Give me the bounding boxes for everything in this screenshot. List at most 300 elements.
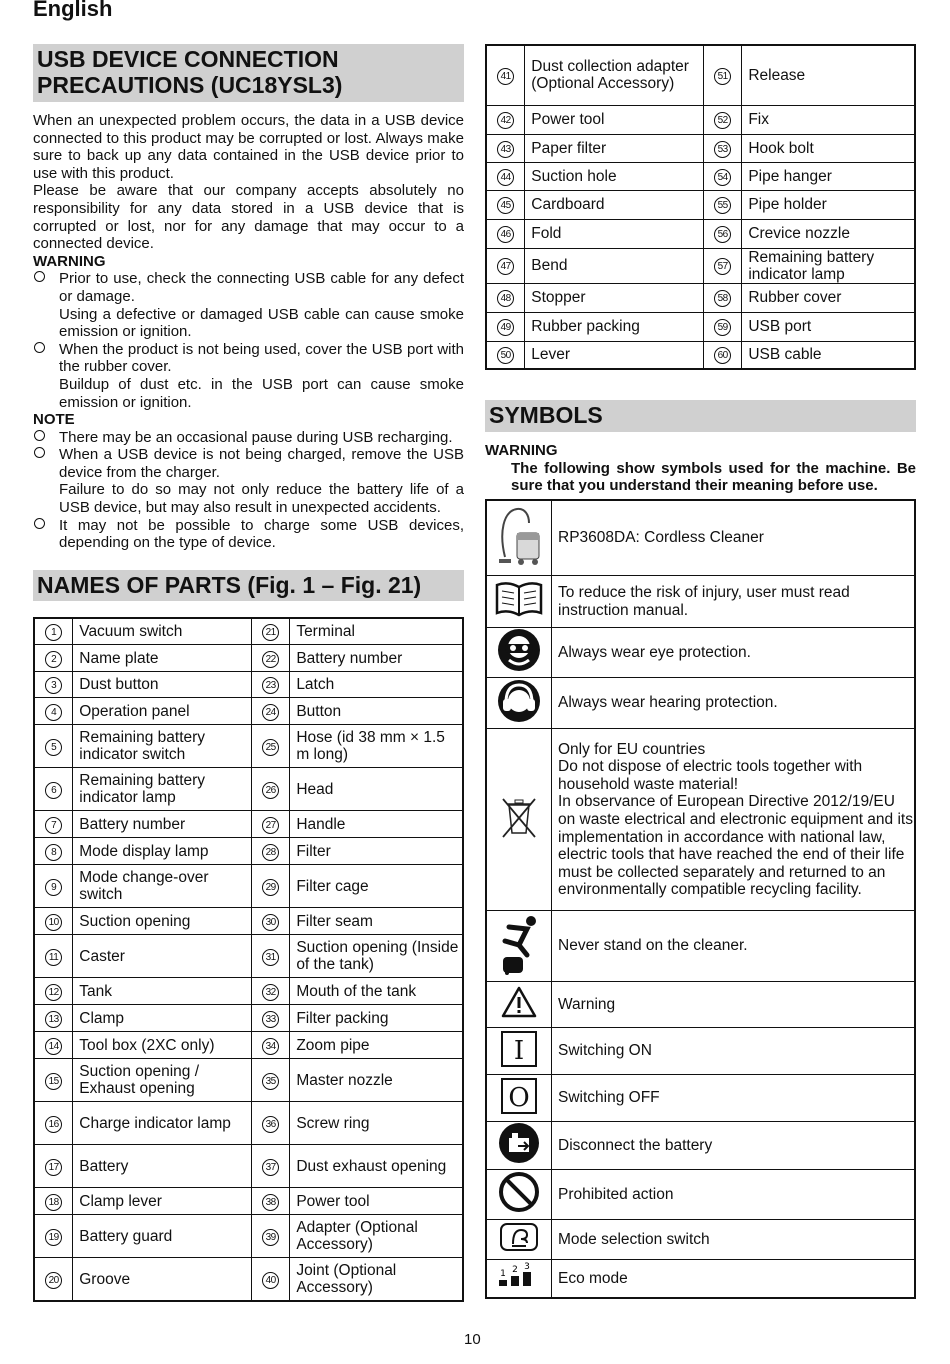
part-number [34,1102,73,1145]
part-name: Charge indicator lamp [73,1102,252,1145]
part-number-badge: 53 [714,141,731,158]
symbol-description-line: Prohibited action [558,1185,674,1203]
part-name: Hook bolt [742,134,915,162]
part-number [252,1215,290,1258]
symbol-row [486,1220,915,1260]
symbol-row [486,678,915,729]
part-number [704,162,742,190]
symbol-description-line: RP3608DA: Cordless Cleaner [558,529,764,547]
symbol-description [552,500,916,576]
part-number [486,134,525,162]
part-number [34,1059,73,1102]
part-number [34,1145,73,1188]
eco-mode-icon [486,1260,552,1298]
symbols-table [485,499,916,1299]
part-number-badge: 14 [45,1038,62,1055]
part-number [704,45,742,105]
part-name: Cardboard [525,190,704,219]
part-number-badge: 22 [262,651,279,668]
part-name: Joint (Optional Accessory) [290,1258,463,1301]
part-number-badge: 20 [45,1272,62,1289]
symbol-description-line: Do not dispose of electric tools together with household waste material! [558,758,863,793]
part-number-badge: 57 [714,258,731,275]
part-number [252,978,290,1005]
symbol-description-line: Never stand on the cleaner. [558,937,748,955]
part-name: Clamp [73,1005,252,1032]
bullet-sub-text: Using a defective or damaged USB cable can cause smoke emission or ignition. [59,305,464,341]
part-number [704,341,742,369]
part-number [704,105,742,134]
page-number: 10 [464,1331,481,1348]
part-number-badge: 1 [45,624,62,641]
part-name: Battery number [73,811,252,838]
part-name: Mouth of the tank [290,978,463,1005]
part-name: Latch [290,672,463,698]
part-number [34,978,73,1005]
part-name: Fold [525,219,704,248]
symbol-description-line: Switching OFF [558,1089,660,1107]
part-name: Tool box (2XC only) [73,1032,252,1059]
part-number-badge: 49 [497,319,514,336]
symbol-description-line: Eco mode [558,1269,628,1287]
part-number-badge: 50 [497,347,514,364]
mode-selection-icon [486,1220,552,1260]
part-name: Release [742,45,915,105]
symbol-description-line: In observance of European Directive 2012/19/EU on waste electrical and electronic equipment and its implementation in accordance with national law, electric tools that have reached the end of their life must be collected separately and returned to an environmentally compatible recycling facility. [558,793,913,899]
symbol-description-line: Disconnect the battery [558,1136,713,1154]
part-number-badge: 29 [262,879,279,896]
usb-intro [33,112,464,253]
part-name: Fix [742,105,915,134]
part-name: USB cable [742,341,915,369]
part-number-badge: 10 [45,914,62,931]
usb-warning-label: WARNING [33,252,106,270]
part-name: Stopper [525,283,704,312]
symbol-description-line: Mode selection switch [558,1230,710,1248]
part-name: Paper filter [525,134,704,162]
manual-book-icon [486,576,552,628]
part-name: Operation panel [73,698,252,725]
part-number-badge: 7 [45,817,62,834]
parts-row [486,105,915,134]
part-name: Rubber packing [525,312,704,341]
bullet-item [33,270,464,340]
symbol-description [552,628,916,678]
parts-row [486,312,915,341]
switch-on-icon [486,1028,552,1075]
part-number-badge: 52 [714,112,731,129]
part-name: Battery number [290,645,463,672]
part-number [252,838,290,865]
vacuum-cleaner-icon [486,500,552,576]
parts-row [486,248,915,283]
bullet-item [33,341,464,411]
part-number [252,1032,290,1059]
bullet-main-text: When a USB device is not being charged, remove the USB device from the charger. [59,446,464,481]
symbol-description [552,678,916,729]
part-name: Vacuum switch [73,618,252,645]
part-name: Rubber cover [742,283,915,312]
symbol-row [486,729,915,911]
parts-section-title: NAMES OF PARTS (Fig. 1 – Fig. 21) [33,570,464,601]
part-number [34,1188,73,1215]
part-number [486,162,525,190]
part-number [34,725,73,768]
part-number-badge: 60 [714,347,731,364]
symbols-warning-label: WARNING [485,442,558,459]
part-number [34,908,73,935]
parts-row [34,768,463,811]
part-number [252,618,290,645]
right-column [485,44,916,1299]
parts-row [34,1005,463,1032]
part-number-badge: 36 [262,1116,279,1133]
bullet-text [59,270,464,340]
no-standing-icon [486,911,552,982]
parts-row [34,978,463,1005]
part-name: Remaining battery indicator lamp [742,248,915,283]
part-number-badge: 54 [714,169,731,186]
part-number [34,1032,73,1059]
part-name: Filter seam [290,908,463,935]
part-number [34,645,73,672]
parts-row [34,1102,463,1145]
part-number-badge: 4 [45,704,62,721]
part-name: Hose (id 38 mm × 1.5 m long) [290,725,463,768]
part-number-badge: 47 [497,258,514,275]
part-number [486,45,525,105]
part-number-badge: 39 [262,1229,279,1246]
symbol-description [552,1122,916,1170]
parts-row [34,725,463,768]
part-number-badge: 9 [45,879,62,896]
part-number [252,811,290,838]
part-number-badge: 55 [714,197,731,214]
parts-row [34,1145,463,1188]
hearing-protection-icon [486,678,552,729]
part-number-badge: 12 [45,984,62,1001]
symbol-description [552,1220,916,1260]
part-number-badge: 45 [497,197,514,214]
symbol-row [486,1260,915,1298]
part-number-badge: 11 [45,949,62,966]
symbol-row [486,1122,915,1170]
symbol-row [486,500,915,576]
part-number-badge: 3 [45,677,62,694]
part-name: Screw ring [290,1102,463,1145]
part-name: Dust exhaust opening [290,1145,463,1188]
part-number [34,1258,73,1301]
parts-row [34,1258,463,1301]
bullet-main-text: When the product is not being used, cover the USB port with the rubber cover. [59,340,464,376]
part-number-badge: 28 [262,844,279,861]
part-name: Filter packing [290,1005,463,1032]
parts-row [486,341,915,369]
symbol-row [486,628,915,678]
part-name: Head [290,768,463,811]
parts-row [486,162,915,190]
part-number [34,1215,73,1258]
part-name: Crevice nozzle [742,219,915,248]
parts-row [34,645,463,672]
bullet-text [59,517,464,552]
part-number [34,618,73,645]
parts-row [34,618,463,645]
symbol-description [552,729,916,911]
part-number [486,283,525,312]
bullet-text [59,341,464,411]
symbol-row [486,1075,915,1122]
svg-text:I: I [513,1035,525,1066]
symbol-description-line: Only for EU countries [558,740,706,758]
part-number-badge: 6 [45,782,62,799]
parts-row [34,1215,463,1258]
part-number [486,105,525,134]
part-name: Battery [73,1145,252,1188]
parts-row [486,219,915,248]
parts-row [34,1059,463,1102]
warning-triangle-icon [486,982,552,1028]
parts-row [34,865,463,908]
symbols-section-title: SYMBOLS [485,400,916,432]
disconnect-battery-icon [486,1122,552,1170]
part-number [704,219,742,248]
parts-table-left [33,617,464,1302]
part-name: Suction opening (Inside of the tank) [290,935,463,978]
symbol-description [552,576,916,628]
part-name: Battery guard [73,1215,252,1258]
parts-row [34,1032,463,1059]
part-name: Button [290,698,463,725]
parts-row [34,1188,463,1215]
part-number-badge: 30 [262,914,279,931]
symbol-description [552,1075,916,1122]
part-number-badge: 37 [262,1159,279,1176]
symbol-description [552,1170,916,1220]
part-number-badge: 35 [262,1073,279,1090]
part-number-badge: 46 [497,226,514,243]
part-name: Power tool [525,105,704,134]
part-number [486,341,525,369]
bullet-sub-text: Failure to do so may not only reduce the battery life of a USB device, but may also result in unexpected accidents. [59,481,464,517]
symbol-description-line: Always wear hearing protection. [558,694,778,712]
usb-para-2: Please be aware that our company accepts absolutely no responsibility for any data stored in a USB device that is corrupted or lost, nor for any damage that may occur to a connected device. [33,182,464,253]
prohibited-icon [486,1170,552,1220]
symbol-row [486,576,915,628]
part-number-badge: 18 [45,1194,62,1211]
parts-row [34,811,463,838]
part-name: Remaining battery indicator lamp [73,768,252,811]
part-number-badge: 34 [262,1038,279,1055]
parts-row [486,45,915,105]
parts-row [34,908,463,935]
part-name: Clamp lever [73,1188,252,1215]
part-name: Filter cage [290,865,463,908]
switch-off-icon [486,1075,552,1122]
part-number-badge: 16 [45,1116,62,1133]
usb-section-title: USB DEVICE CONNECTION PRECAUTIONS (UC18YSL3) [33,44,464,102]
parts-row [34,698,463,725]
part-number [704,134,742,162]
part-name: Suction opening [73,908,252,935]
symbol-row [486,1028,915,1075]
part-number [34,811,73,838]
part-number [252,1188,290,1215]
part-number-badge: 19 [45,1229,62,1246]
part-number [34,768,73,811]
part-number-badge: 27 [262,817,279,834]
parts-row [34,935,463,978]
part-number [704,283,742,312]
part-number [486,219,525,248]
part-name: Adapter (Optional Accessory) [290,1215,463,1258]
part-number [252,1059,290,1102]
part-number-badge: 40 [262,1272,279,1289]
part-number [252,1005,290,1032]
part-number-badge: 2 [45,651,62,668]
part-name: Lever [525,341,704,369]
bullet-item [33,429,464,447]
parts-row [34,838,463,865]
part-number [704,248,742,283]
usb-note-label: NOTE [33,411,75,429]
svg-text:1: 1 [500,1269,506,1280]
bullet-text [59,446,464,516]
part-number [252,698,290,725]
usb-warning-list [33,270,464,411]
part-number [252,935,290,978]
part-number-badge: 56 [714,226,731,243]
symbol-description-line: To reduce the risk of injury, user must read instruction manual. [558,584,850,619]
part-name: Tank [73,978,252,1005]
part-name: USB port [742,312,915,341]
part-number [34,838,73,865]
usb-note-list [33,429,464,552]
part-name: Suction opening / Exhaust opening [73,1059,252,1102]
part-number [704,190,742,219]
part-name: Power tool [290,1188,463,1215]
part-number-badge: 59 [714,319,731,336]
part-number-badge: 17 [45,1159,62,1176]
left-column [33,44,464,1302]
symbol-description-line: Warning [558,995,616,1013]
part-number-badge: 24 [262,704,279,721]
bullet-circle-icon [33,341,59,411]
svg-text:2: 2 [512,1265,518,1276]
part-number-badge: 15 [45,1073,62,1090]
part-name: Handle [290,811,463,838]
part-number [252,908,290,935]
part-number-badge: 38 [262,1194,279,1211]
parts-table-right [485,44,916,370]
part-number [34,865,73,908]
part-number-badge: 8 [45,844,62,861]
parts-row [34,672,463,698]
part-number-badge: 13 [45,1011,62,1028]
part-name: Remaining battery indicator switch [73,725,252,768]
symbol-description-line: Switching ON [558,1042,652,1060]
part-number-badge: 31 [262,949,279,966]
part-number-badge: 32 [262,984,279,1001]
symbol-description [552,982,916,1028]
parts-row [486,283,915,312]
part-name: Caster [73,935,252,978]
part-number-badge: 41 [497,68,514,85]
eye-protection-icon [486,628,552,678]
crossed-bin-icon [486,729,552,911]
svg-text:3: 3 [524,1262,530,1273]
part-number-badge: 21 [262,624,279,641]
bullet-item [33,517,464,552]
part-number-badge: 42 [497,112,514,129]
bullet-item [33,446,464,516]
part-name: Suction hole [525,162,704,190]
part-number [252,1258,290,1301]
part-name: Pipe hanger [742,162,915,190]
part-number [34,698,73,725]
part-name: Bend [525,248,704,283]
symbol-row [486,1170,915,1220]
part-number [486,190,525,219]
part-number-badge: 48 [497,290,514,307]
bullet-circle-icon [33,517,59,552]
part-name: Terminal [290,618,463,645]
symbol-row [486,982,915,1028]
part-number [252,768,290,811]
part-number [252,672,290,698]
parts-row [486,190,915,219]
bullet-main-text: There may be an occasional pause during USB recharging. [59,428,453,446]
parts-row [486,134,915,162]
bullet-text [59,429,464,447]
symbol-description [552,1260,916,1298]
part-number [252,1145,290,1188]
part-number-badge: 33 [262,1011,279,1028]
symbols-intro: The following show symbols used for the machine. Be sure that you understand their meaning before use. [511,459,916,495]
svg-text:O: O [508,1082,530,1113]
part-number-badge: 23 [262,677,279,694]
symbol-description [552,911,916,982]
part-number [252,865,290,908]
symbol-row [486,911,915,982]
part-name: Mode display lamp [73,838,252,865]
part-number-badge: 43 [497,141,514,158]
part-number [34,935,73,978]
part-name: Dust button [73,672,252,698]
part-number [704,312,742,341]
bullet-sub-text: Buildup of dust etc. in the USB port can cause smoke emission or ignition. [59,375,464,411]
part-name: Zoom pipe [290,1032,463,1059]
part-name: Master nozzle [290,1059,463,1102]
part-name: Name plate [73,645,252,672]
part-number-badge: 25 [262,739,279,756]
part-number-badge: 26 [262,782,279,799]
usb-para-1: When an unexpected problem occurs, the data in a USB device connected to this product may be corrupted or lost. Always make sure to back up any data contained in the USB device prior to use with this product. [33,112,464,182]
part-name: Filter [290,838,463,865]
bullet-circle-icon [33,446,59,516]
bullet-main-text: Prior to use, check the connecting USB cable for any defect or damage. [59,270,464,305]
part-number [34,672,73,698]
symbol-description-line: Always wear eye protection. [558,643,751,661]
symbol-description [552,1028,916,1075]
part-number-badge: 44 [497,169,514,186]
part-name: Dust collection adapter (Optional Accessory) [525,45,704,105]
part-number-badge: 51 [714,68,731,85]
part-name: Mode change-over switch [73,865,252,908]
bullet-circle-icon [33,429,59,447]
bullet-circle-icon [33,270,59,340]
part-number [252,645,290,672]
